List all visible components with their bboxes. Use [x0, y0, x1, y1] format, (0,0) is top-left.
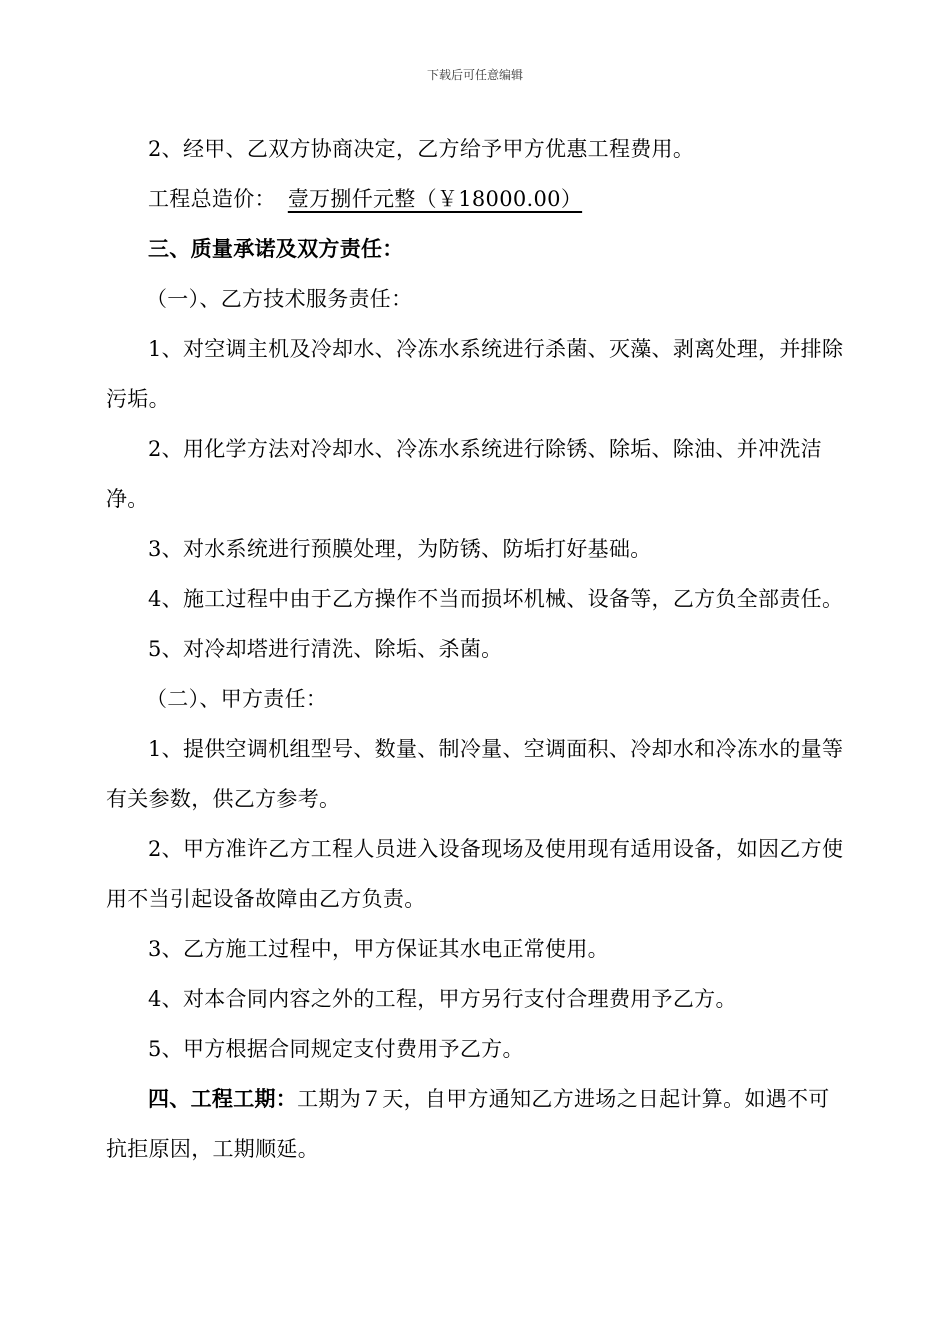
- total-cost-label: 工程总造价：: [148, 187, 276, 211]
- subheading-partyb: （一）、乙方技术服务责任：: [146, 287, 413, 311]
- partyb-item: 5、对冷却塔进行清洗、除垢、杀菌。: [148, 637, 503, 661]
- clause-discount: 2、经甲、乙双方协商决定，乙方给予甲方优惠工程费用。: [148, 137, 695, 161]
- partyb-item: 3、对水系统进行预膜处理，为防锈、防垢打好基础。: [148, 537, 652, 561]
- subheading-partya: （二）、甲方责任：: [146, 687, 328, 711]
- partya-item: 1、提供空调机组型号、数量、制冷量、空调面积、冷却水和冷冻水的量等有关参数，供乙方参考。: [106, 737, 844, 811]
- partya-item: 2、甲方准许乙方工程人员进入设备现场及使用现有适用设备，如因乙方使用不当引起设备故障由乙方负责。: [106, 837, 844, 911]
- partyb-item: 4、施工过程中由于乙方操作不当而损坏机械、设备等，乙方负全部责任。: [148, 587, 844, 611]
- page-header-note: 下载后可任意编辑: [426, 68, 523, 82]
- partya-item: 5、甲方根据合同规定支付费用予乙方。: [148, 1037, 524, 1061]
- section-heading-schedule: 四、工程工期：: [148, 1086, 298, 1111]
- partyb-item: 1、对空调主机及冷却水、冷冻水系统进行杀菌、灭藻、剥离处理，并排除污垢。: [106, 337, 844, 411]
- schedule-clause: [106, 1074, 846, 1174]
- total-cost-value: 壹万捌仟元整（￥18000.00）: [287, 187, 583, 211]
- document-body: [106, 124, 846, 1174]
- total-cost-line: [106, 174, 846, 224]
- schedule-text: 工期为７天，自甲方通知乙方进场之日起计算。如遇不可抗拒原因，工期顺延。: [106, 1087, 830, 1161]
- partya-item: 3、乙方施工过程中，甲方保证其水电正常使用。: [148, 937, 609, 961]
- partya-item: 4、对本合同内容之外的工程，甲方另行支付合理费用予乙方。: [148, 987, 737, 1011]
- section-heading-quality: 三、质量承诺及双方责任：: [148, 236, 404, 261]
- partyb-item: 2、用化学方法对冷却水、冷冻水系统进行除锈、除垢、除油、并冲洗洁净。: [106, 437, 822, 511]
